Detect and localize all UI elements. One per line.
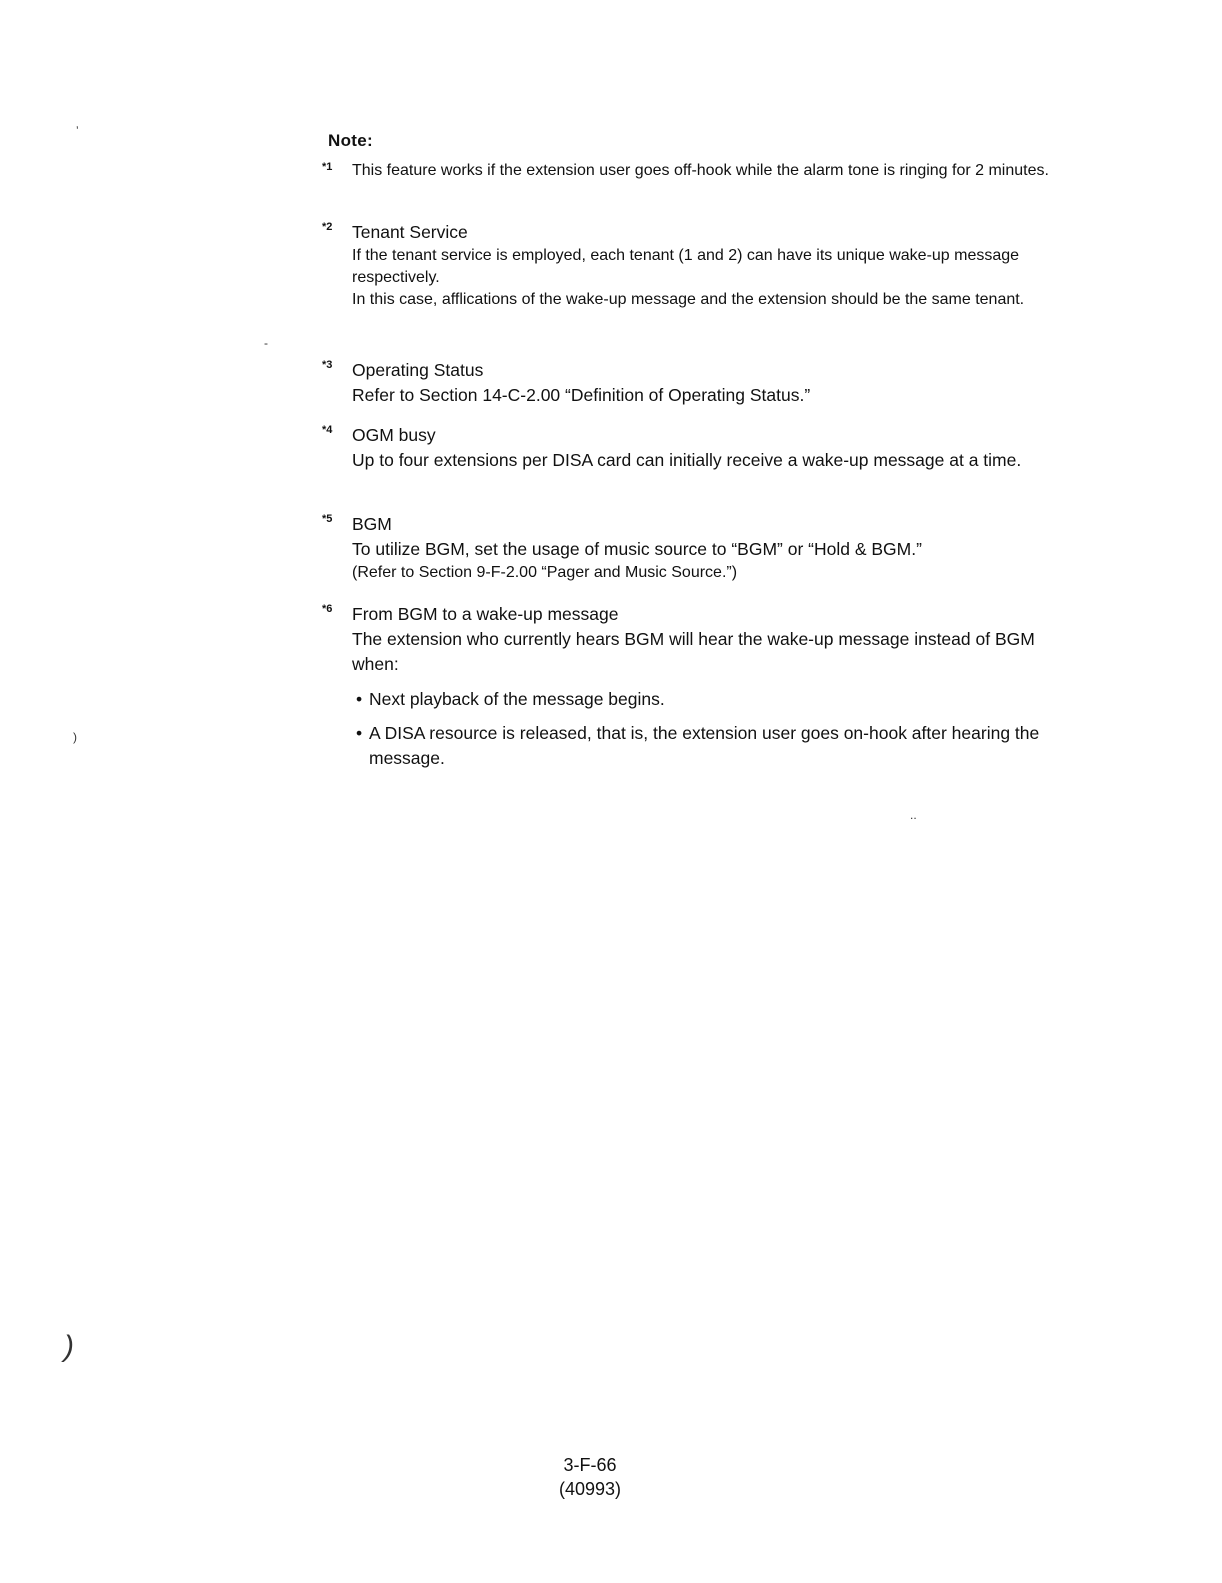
note-2-line-2: In this case, afflications of the wake-up message and the extension should be the same tenant. — [352, 291, 1025, 308]
note-6-bullet-2: A DISA resource is released, that is, the extension user goes on-hook after hearing the message. — [369, 723, 1040, 768]
page-number: 3-F-66 — [563, 1455, 617, 1475]
note-6-line-1: The extension who currently hears BGM will hear the wake-up message instead of BGM when: — [352, 629, 1035, 674]
note-item-2 — [322, 220, 1082, 311]
bullet-icon: • — [356, 689, 363, 709]
note-5-title: BGM — [352, 514, 392, 534]
note-6-bullet-1: Next playback of the message begins. — [369, 689, 665, 709]
note-3-title: Operating Status — [352, 360, 484, 380]
note-marker-6: *6 — [322, 603, 333, 615]
note-1-text: This feature works if the extension user goes off-hook while the alarm tone is ringing for 2 minutes. — [352, 162, 1049, 179]
page-footer — [0, 1453, 1180, 1501]
note-item-6 — [322, 602, 1082, 780]
note-2-title: Tenant Service — [352, 222, 468, 242]
document-code: (40993) — [558, 1479, 622, 1499]
scan-speck: ) — [64, 1330, 74, 1363]
note-heading: Note: — [328, 131, 373, 150]
note-2-line-1: If the tenant service is employed, each tenant (1 and 2) can have its unique wake-up message respectively. — [352, 247, 1020, 286]
scan-speck: ʼ — [76, 124, 79, 138]
list-item — [356, 721, 1082, 771]
note-marker-3: *3 — [322, 359, 333, 371]
bullet-icon: • — [356, 723, 363, 743]
note-marker-2: *2 — [322, 221, 333, 233]
note-item-1 — [322, 160, 1082, 182]
note-marker-1: *1 — [322, 161, 333, 173]
note-4-line-1: Up to four extensions per DISA card can initially receive a wake-up message at a time. — [352, 450, 1022, 470]
note-6-title: From BGM to a wake-up message — [352, 604, 619, 624]
note-item-4 — [322, 423, 1082, 473]
note-3-line-1: Refer to Section 14-C-2.00 “Definition of Operating Status.” — [352, 385, 811, 405]
note-5-line-1: To utilize BGM, set the usage of music source to “BGM” or “Hold & BGM.” — [352, 539, 922, 559]
note-item-5 — [322, 512, 1082, 584]
scan-speck: - — [264, 336, 268, 350]
note-5-line-2: (Refer to Section 9-F-2.00 “Pager and Music Source.”) — [352, 564, 738, 581]
note-marker-4: *4 — [322, 424, 333, 436]
scan-speck: ) — [73, 730, 77, 744]
note-item-3 — [322, 358, 1082, 408]
note-marker-5: *5 — [322, 513, 333, 525]
note-4-title: OGM busy — [352, 425, 436, 445]
scan-speck: .. — [910, 808, 917, 822]
note-6-bullet-list — [356, 687, 1082, 771]
list-item — [356, 687, 1082, 712]
